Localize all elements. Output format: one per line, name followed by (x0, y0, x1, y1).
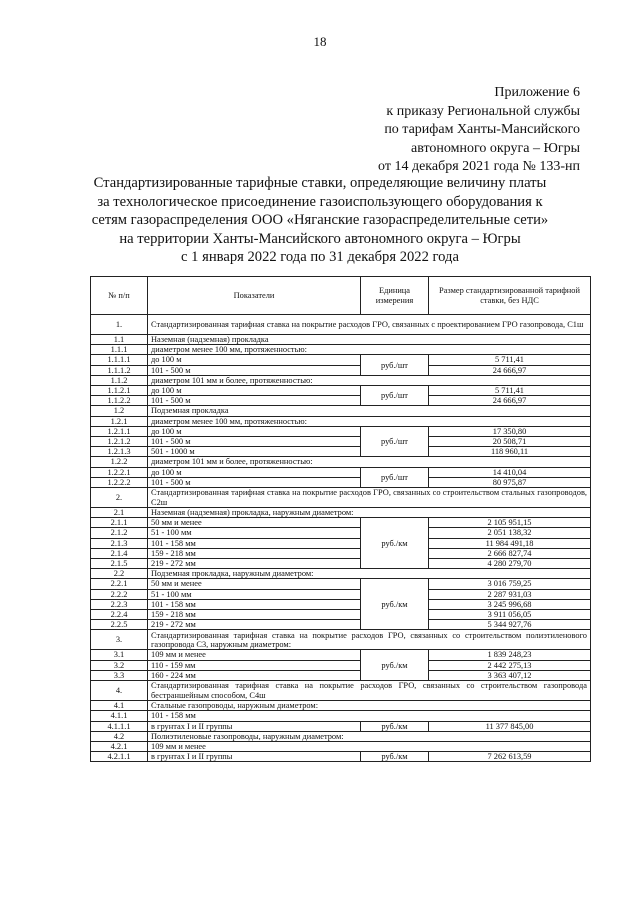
row-number: 2.2.3 (91, 599, 148, 609)
row-number: 1. (91, 315, 148, 335)
table-row (91, 589, 591, 599)
row-label: Наземная (надземная) прокладка (148, 335, 591, 345)
rate-value: 2 666 827,74 (429, 548, 591, 558)
row-number: 1.2.2.2 (91, 477, 148, 487)
table-header-row (91, 277, 591, 315)
row-number: 3.3 (91, 670, 148, 680)
table-row (91, 660, 591, 670)
table-row (91, 416, 591, 426)
row-label: диаметром 101 мм и более, протяженностью: (148, 457, 591, 467)
appendix-line: к приказу Региональной службы (386, 103, 580, 119)
title-line: сетям газораспределения ООО «Няганские газораспределительные сети» (91, 212, 549, 228)
row-number: 1.2.1 (91, 416, 148, 426)
table-row (91, 579, 591, 589)
table-row (91, 406, 591, 416)
section-heading: Стандартизированная тарифная ставка на покрытие расходов ГРО, связанных со строительством полиэтиленового газопровода С3, наружным диаметром: (148, 630, 591, 650)
rate-value: 11 984 491,18 (429, 538, 591, 548)
appendix-line: от 14 декабря 2021 года № 133-нп (378, 159, 580, 174)
rate-value: 5 711,41 (429, 386, 591, 396)
row-number: 2.1 (91, 508, 148, 518)
row-label: 159 - 218 мм (148, 610, 361, 620)
row-label: 101 - 500 м (148, 365, 361, 375)
row-label: 219 - 272 мм (148, 620, 361, 630)
table-row (91, 426, 591, 436)
row-label: 51 - 100 мм (148, 589, 361, 599)
rate-value: 24 666,97 (429, 396, 591, 406)
table-row (91, 548, 591, 558)
rate-value: 2 287 931,03 (429, 589, 591, 599)
row-number: 3. (91, 630, 148, 650)
table-row (91, 610, 591, 620)
table-row (91, 315, 591, 335)
rate-value: 7 262 613,59 (429, 752, 591, 762)
row-label: 51 - 100 мм (148, 528, 361, 538)
rate-value: 20 508,71 (429, 437, 591, 447)
document-title (70, 174, 570, 267)
row-number: 2. (91, 488, 148, 508)
table-row (91, 518, 591, 528)
title-line: Стандартизированные тарифные ставки, определяющие величину платы (93, 175, 547, 191)
table-row (91, 620, 591, 630)
row-label: 101 - 158 мм (148, 538, 361, 548)
row-number: 4.2 (91, 731, 148, 741)
table-row (91, 731, 591, 741)
row-number: 2.2.4 (91, 610, 148, 620)
table-row (91, 741, 591, 751)
row-label: диаметром 101 мм и более, протяженностью: (148, 375, 591, 385)
row-number: 1.2.1.2 (91, 437, 148, 447)
row-label: Полиэтиленовые газопроводы, наружным диаметром: (148, 731, 591, 741)
table-row (91, 599, 591, 609)
table-row (91, 396, 591, 406)
appendix-line: по тарифам Ханты-Мансийского (384, 122, 580, 137)
table-row (91, 670, 591, 680)
appendix-line: Приложение 6 (494, 85, 580, 100)
row-number: 1.1 (91, 335, 148, 345)
rate-value: 17 350,80 (429, 426, 591, 436)
rate-value: 11 377 845,00 (429, 721, 591, 731)
table-row (91, 630, 591, 650)
row-label: 50 мм и менее (148, 518, 361, 528)
rate-value: 2 051 138,32 (429, 528, 591, 538)
rate-value: 5 344 927,76 (429, 620, 591, 630)
row-label: 110 - 159 мм (148, 660, 361, 670)
row-number: 4.1 (91, 701, 148, 711)
row-number: 2.1.5 (91, 559, 148, 569)
table-row (91, 345, 591, 355)
table-row (91, 701, 591, 711)
rate-value: 4 280 279,70 (429, 559, 591, 569)
table-row (91, 711, 591, 721)
row-number: 4.1.1.1 (91, 721, 148, 731)
unit-cell: руб./км (361, 579, 429, 630)
unit-cell: руб./шт (361, 386, 429, 406)
row-number: 1.1.2.1 (91, 386, 148, 396)
table-row (91, 528, 591, 538)
section-heading: Стандартизированная тарифная ставка на покрытие расходов ГРО, связанных с проектированием ГРО газопровода, С1ш (148, 315, 591, 335)
section-heading: Стандартизированная тарифная ставка на покрытие расходов ГРО, связанных со строительством стальных газопроводов, С2ш (148, 488, 591, 508)
unit-cell: руб./шт (361, 426, 429, 457)
row-number: 2.2.1 (91, 579, 148, 589)
table-row (91, 538, 591, 548)
row-number: 3.2 (91, 660, 148, 670)
table-row (91, 508, 591, 518)
row-label: до 100 м (148, 467, 361, 477)
row-number: 1.1.1.1 (91, 355, 148, 365)
header-value: Размер стандартизированной тарифной ставки, без НДС (429, 277, 591, 315)
row-label: 50 мм и менее (148, 579, 361, 589)
unit-cell: руб./шт (361, 355, 429, 375)
title-line: за технологическое присоединение газоиспользующего оборудования к (97, 193, 543, 210)
row-number: 1.2.2 (91, 457, 148, 467)
table-row (91, 386, 591, 396)
row-label: 501 - 1000 м (148, 447, 361, 457)
header-no: № п/п (91, 277, 148, 315)
row-number: 4. (91, 681, 148, 701)
row-label: 101 - 500 м (148, 396, 361, 406)
rate-value: 80 975,87 (429, 477, 591, 487)
row-label: до 100 м (148, 386, 361, 396)
unit-cell: руб./км (361, 752, 429, 762)
row-number: 1.2.2.1 (91, 467, 148, 477)
rate-value: 2 105 951,15 (429, 518, 591, 528)
row-number: 2.1.1 (91, 518, 148, 528)
rate-value: 24 666,97 (429, 365, 591, 375)
tariff-table (90, 276, 591, 762)
row-label: Подземная прокладка (148, 406, 591, 416)
appendix-line: автономного округа – Югры (411, 140, 580, 156)
row-label: в грунтах I и II группы (148, 721, 361, 731)
row-label: Подземная прокладка, наружным диаметром: (148, 569, 591, 579)
table-row (91, 477, 591, 487)
row-label: в грунтах I и II группы (148, 752, 361, 762)
row-label: 109 мм и менее (148, 650, 361, 660)
row-number: 1.1.1 (91, 345, 148, 355)
table-row (91, 488, 591, 508)
rate-value: 1 839 248,23 (429, 650, 591, 660)
row-label: Стальные газопроводы, наружным диаметром: (148, 701, 591, 711)
row-label: 101 - 500 м (148, 477, 361, 487)
rate-value: 3 016 759,25 (429, 579, 591, 589)
row-number: 2.2.2 (91, 589, 148, 599)
row-label: 219 - 272 мм (148, 559, 361, 569)
table-row (91, 681, 591, 701)
unit-cell: руб./шт (361, 467, 429, 487)
row-number: 4.2.1 (91, 741, 148, 751)
table-row (91, 335, 591, 345)
table-row (91, 467, 591, 477)
row-number: 1.2.1.1 (91, 426, 148, 436)
row-label: диаметром менее 100 мм, протяженностью: (148, 416, 591, 426)
unit-cell: руб./км (361, 650, 429, 681)
row-label: до 100 м (148, 426, 361, 436)
table-row (91, 447, 591, 457)
table-row (91, 569, 591, 579)
table-body (91, 315, 591, 762)
row-number: 2.1.4 (91, 548, 148, 558)
header-unit: Единица измерения (361, 277, 429, 315)
row-number: 1.1.2.2 (91, 396, 148, 406)
row-number: 1.2.1.3 (91, 447, 148, 457)
row-number: 4.2.1.1 (91, 752, 148, 762)
row-number: 2.2 (91, 569, 148, 579)
header-name: Показатели (148, 277, 361, 315)
rate-value: 3 245 996,68 (429, 599, 591, 609)
appendix-header (280, 84, 580, 177)
row-number: 2.2.5 (91, 620, 148, 630)
row-label: до 100 м (148, 355, 361, 365)
row-label: 159 - 218 мм (148, 548, 361, 558)
table-row (91, 355, 591, 365)
row-label: диаметром менее 100 мм, протяженностью: (148, 345, 591, 355)
row-number: 1.1.2 (91, 375, 148, 385)
row-label: 109 мм и менее (148, 741, 591, 751)
row-label: Наземная (надземная) прокладка, наружным диаметром: (148, 508, 591, 518)
row-number: 1.2 (91, 406, 148, 416)
row-label: 160 - 224 мм (148, 670, 361, 680)
page-number: 18 (313, 34, 327, 49)
rate-value: 2 442 275,13 (429, 660, 591, 670)
row-number: 2.1.3 (91, 538, 148, 548)
table-row (91, 559, 591, 569)
row-number: 3.1 (91, 650, 148, 660)
table-row (91, 457, 591, 467)
unit-cell: руб./км (361, 518, 429, 569)
rate-value: 3 911 056,05 (429, 610, 591, 620)
table-row (91, 375, 591, 385)
section-heading: Стандартизированная тарифная ставка на покрытие расходов ГРО, связанных со строительством газопровода бестраншейным способом, С4ш (148, 681, 591, 701)
table-row (91, 721, 591, 731)
rate-value: 3 363 407,12 (429, 670, 591, 680)
title-line: с 1 января 2022 года по 31 декабря 2022 года (181, 249, 459, 265)
row-number: 4.1.1 (91, 711, 148, 721)
title-line: на территории Ханты-Мансийского автономного округа – Югры (119, 230, 521, 247)
rate-value: 14 410,04 (429, 467, 591, 477)
row-label: 101 - 158 мм (148, 711, 591, 721)
rate-value: 5 711,41 (429, 355, 591, 365)
row-label: 101 - 500 м (148, 437, 361, 447)
table-row (91, 365, 591, 375)
row-number: 1.1.1.2 (91, 365, 148, 375)
unit-cell: руб./км (361, 721, 429, 731)
row-label: 101 - 158 мм (148, 599, 361, 609)
row-number: 2.1.2 (91, 528, 148, 538)
rate-value: 118 960,11 (429, 447, 591, 457)
table-row (91, 752, 591, 762)
table-row (91, 437, 591, 447)
table-row (91, 650, 591, 660)
